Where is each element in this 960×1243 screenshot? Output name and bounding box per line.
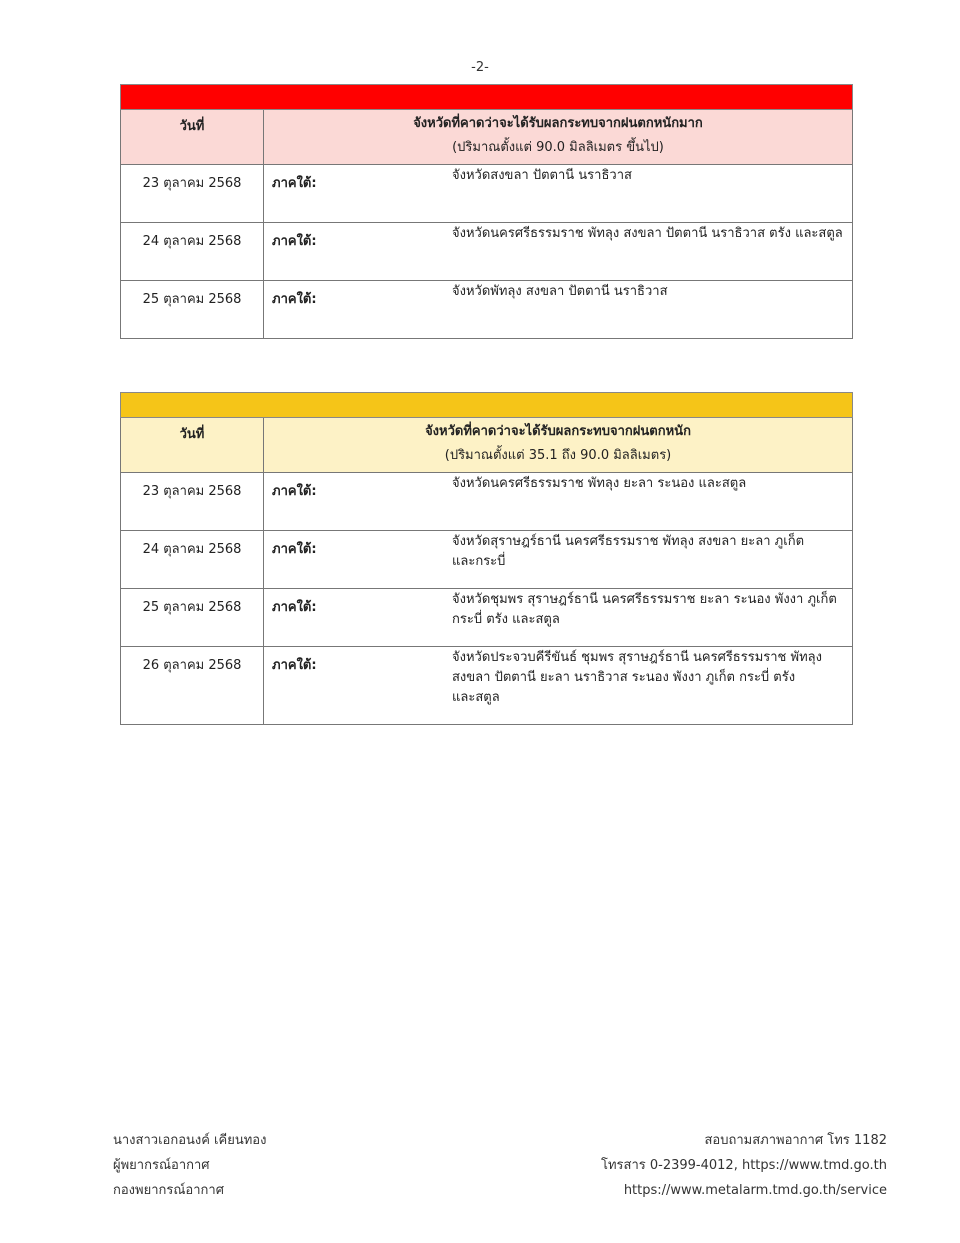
contact-block: [601, 1128, 887, 1203]
heavy-rain-table: [120, 84, 853, 339]
provinces-header-title: จังหวัดที่คาดว่าจะได้รับผลกระทบจากฝนตกหนักมาก: [413, 116, 703, 131]
contact-phone: สอบถามสภาพอากาศ โทร 1182: [704, 1133, 887, 1148]
row-date: 26 ตุลาคม 2568: [121, 647, 264, 725]
row-date: 23 ตุลาคม 2568: [121, 473, 264, 531]
row-region: ภาคใต้:: [272, 176, 317, 191]
row-date: 25 ตุลาคม 2568: [121, 281, 264, 339]
row-provinces: จังหวัดประจวบคีรีขันธ์ ชุมพร สุราษฎร์ธานี นครศรีธรรมราช พัทลุง สงขลา ปัตตานี ยะลา นราธิวาส ระนอง พังงา ภูเก็ต กระบี่ ตรัง และสตูล: [452, 650, 822, 705]
row-provinces: จังหวัดพัทลุง สงขลา ปัตตานี นราธิวาส: [452, 284, 668, 299]
provinces-column-header: [264, 418, 853, 473]
date-column-header: วันที่: [121, 418, 264, 473]
date-column-header: วันที่: [121, 110, 264, 165]
row-region: ภาคใต้:: [272, 292, 317, 307]
table-row: [121, 165, 853, 223]
provinces-header-subtitle: (ปริมาณตั้งแต่ 90.0 มิลลิเมตร ขึ้นไป): [452, 140, 664, 155]
table-header: [121, 418, 853, 473]
contact-metalarm-url: https://www.metalarm.tmd.go.th/service: [623, 1183, 887, 1198]
forecaster-division: กองพยากรณ์อากาศ: [113, 1183, 224, 1198]
forecaster-signature-block: [113, 1128, 266, 1203]
row-provinces: จังหวัดชุมพร สุราษฎร์ธานี นครศรีธรรมราช ยะลา ระนอง พังงา ภูเก็ต กระบี่ ตรัง และสตูล: [452, 592, 837, 627]
row-region: ภาคใต้:: [272, 600, 317, 615]
row-date: 24 ตุลาคม 2568: [121, 223, 264, 281]
row-detail: [264, 281, 853, 339]
row-provinces: จังหวัดนครศรีธรรมราช พัทลุง ยะลา ระนอง และสตูล: [452, 476, 747, 491]
row-region: ภาคใต้:: [272, 658, 317, 673]
row-provinces: จังหวัดสงขลา ปัตตานี นราธิวาส: [452, 168, 632, 183]
row-region: ภาคใต้:: [272, 234, 317, 249]
row-provinces: จังหวัดสุราษฎร์ธานี นครศรีธรรมราช พัทลุง สงขลา ยะลา ภูเก็ต และกระบี่: [452, 534, 805, 569]
row-region: ภาคใต้:: [272, 484, 317, 499]
forecaster-name: นางสาวเอกอนงค์ เคียนทอง: [113, 1133, 267, 1148]
heavy-rain-color-band: [121, 85, 853, 110]
provinces-header-subtitle: (ปริมาณตั้งแต่ 35.1 ถึง 90.0 มิลลิเมตร): [444, 448, 672, 463]
table-row: [121, 473, 853, 531]
moderate-rain-table: [120, 392, 853, 725]
table-row: [121, 589, 853, 647]
table-row: [121, 223, 853, 281]
contact-fax-website: โทรสาร 0-2399-4012, https://www.tmd.go.th: [601, 1158, 887, 1173]
row-detail: [264, 223, 853, 281]
table-row: [121, 281, 853, 339]
row-detail: [264, 589, 853, 647]
page-number: -2-: [471, 60, 489, 75]
row-detail: [264, 473, 853, 531]
table-row: [121, 647, 853, 725]
row-provinces: จังหวัดนครศรีธรรมราช พัทลุง สงขลา ปัตตานี นราธิวาส ตรัง และสตูล: [452, 226, 843, 241]
table-header: [121, 110, 853, 165]
table-row: [121, 531, 853, 589]
row-region: ภาคใต้:: [272, 542, 317, 557]
provinces-column-header: [264, 110, 853, 165]
row-date: 25 ตุลาคม 2568: [121, 589, 264, 647]
row-date: 23 ตุลาคม 2568: [121, 165, 264, 223]
row-detail: [264, 165, 853, 223]
row-detail: [264, 531, 853, 589]
forecaster-title: ผู้พยากรณ์อากาศ: [113, 1158, 210, 1173]
provinces-header-title: จังหวัดที่คาดว่าจะได้รับผลกระทบจากฝนตกหนัก: [425, 424, 691, 439]
moderate-rain-color-band: [121, 393, 853, 418]
row-detail: [264, 647, 853, 725]
row-date: 24 ตุลาคม 2568: [121, 531, 264, 589]
